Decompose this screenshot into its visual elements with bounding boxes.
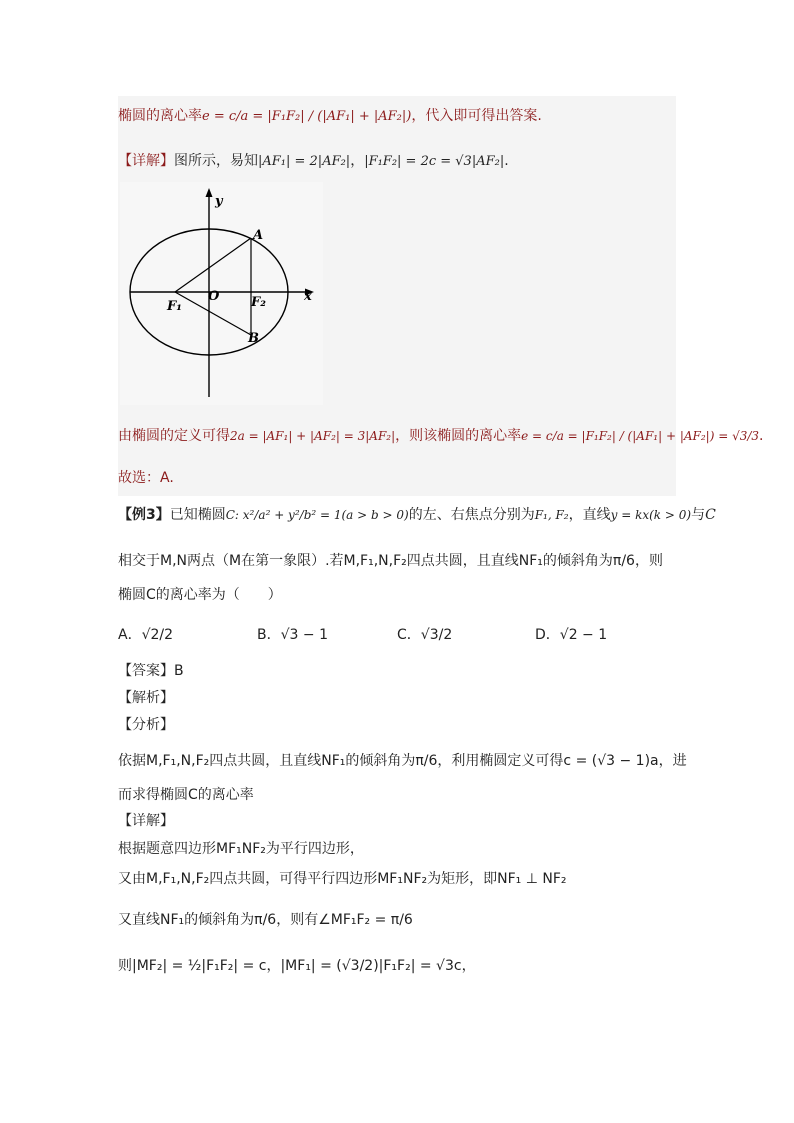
ellipse-figure	[120, 182, 323, 405]
option-c: C．√3/2	[397, 627, 453, 643]
answer-line: 【答案】B	[118, 663, 184, 679]
sec1-line2-formula1: |AF₁| = 2|AF₂|	[258, 154, 351, 169]
label-a: A	[253, 228, 264, 243]
example3-c: C	[705, 507, 716, 523]
example3-text1: 已知椭圆	[169, 507, 226, 523]
example3-row1	[118, 505, 716, 525]
sec1-line3-prefix: 由椭圆的定义可得	[118, 428, 230, 444]
sec1-line3-formula1: 2a = |AF₁| + |AF₂| = 3|AF₂|	[230, 429, 396, 443]
example3-row2: 相交于M,N两点（M在第一象限）.若M,F₁,N,F₂四点共圆，且直线NF₁的倾斜角为π/6，则	[118, 553, 663, 569]
example3-text4: 与	[691, 507, 706, 523]
detail-line4: 则|MF₂| = ½|F₁F₂| = c，|MF₁| = (√3/2)|F₁F₂| = √3c，	[118, 958, 476, 974]
detail-tag: 【详解】	[118, 153, 174, 169]
sec1-line3: 由椭圆的定义可得2a = |AF₁| + |AF₂| = 3|AF₂|，则该椭圆的离心率e = c/a = |F₁F₂| / (|AF₁| + |AF₂|) = √3/3.	[118, 428, 764, 444]
option-a: A．√2/2	[118, 627, 174, 643]
detail-line2: 又由M,F₁,N,F₂四点共圆，可得平行四边形MF₁NF₂为矩形，即NF₁ ⊥ NF₂	[118, 871, 567, 887]
label-x: x	[304, 289, 312, 304]
sec1-line1-suffix: ，代入即可得出答案.	[411, 108, 542, 124]
label-b: B	[248, 331, 259, 346]
sec1-line2: 【详解】图所示，易知|AF₁| = 2|AF₂|，|F₁F₂| = 2c = √3|AF₂|.	[118, 153, 509, 169]
option-b: B．√3 − 1	[257, 627, 328, 643]
fenxi-header: 【分析】	[118, 717, 174, 733]
option-d: D．√2 − 1	[535, 627, 608, 643]
sec1-line4: 故选：A.	[118, 470, 174, 486]
example3-row3: 椭圆C的离心率为（ ）	[118, 587, 282, 603]
label-f1: F₁	[167, 299, 182, 314]
sec1-line3-formula2: e = c/a = |F₁F₂| / (|AF₁| + |AF₂|) = √3/3	[521, 429, 760, 443]
ellipse-diagram	[120, 182, 323, 405]
example3-line-eq: y = kx(k > 0)	[610, 508, 692, 522]
detail-line1: 根据题意四边形MF₁NF₂为平行四边形，	[118, 841, 364, 857]
analysis-line1: 依据M,F₁,N,F₂四点共圆，且直线NF₁的倾斜角为π/6，利用椭圆定义可得c = (√3 − 1)a，进	[118, 753, 687, 769]
example3-tag: 【例3】	[118, 507, 170, 523]
sec1-line1-prefix: 椭圆的离心率	[118, 108, 202, 124]
label-f2: F₂	[251, 295, 266, 310]
sec1-line2-formula2: |F₁F₂| = 2c = √3|AF₂|	[364, 154, 505, 169]
sec1-line3-mid: ，则该椭圆的离心率	[395, 428, 522, 444]
detail-line3: 又直线NF₁的倾斜角为π/6，则有∠MF₁F₂ = π/6	[118, 912, 413, 928]
example3-text2: 的左、右焦点分别为	[408, 507, 535, 523]
example3-ellipse-eq: C: x²/a² + y²/b² = 1(a > b > 0)	[225, 508, 409, 522]
detail-header: 【详解】	[118, 813, 174, 829]
label-o: O	[208, 289, 220, 304]
segment-f1-a	[175, 238, 251, 292]
y-axis-arrow	[206, 188, 213, 197]
example3-text3: ，直线	[568, 507, 611, 523]
analysis-line2: 而求得椭圆C的离心率	[118, 787, 254, 803]
sec1-line1-formula: e = c/a = |F₁F₂| / (|AF₁| + |AF₂|)	[202, 109, 412, 124]
label-y: y	[215, 194, 223, 209]
sec1-line2-text: 图所示，易知	[174, 153, 258, 169]
jiexi-header: 【解析】	[118, 690, 174, 706]
sec1-line1	[118, 106, 542, 127]
example3-foci: F₁, F₂	[534, 508, 569, 522]
